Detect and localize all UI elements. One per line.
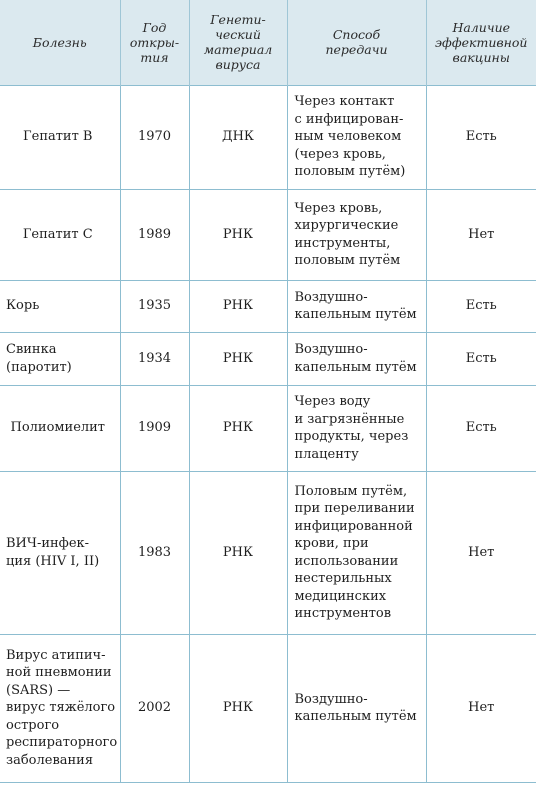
header-row (0, 0, 536, 85)
cell-transmission: Через контакт с инфицирован- ным человеком (через кровь, половым путём) (287, 85, 426, 189)
cell-year: 1909 (120, 385, 189, 471)
cell-year: 1989 (120, 189, 189, 280)
cell-vaccine: Есть (426, 332, 536, 385)
header-disease: Болезнь (32, 34, 87, 50)
cell-year: 1934 (120, 332, 189, 385)
cell-disease: Вирус атипич- ной пневмонии (SARS) — вирус тяжёлого острого респираторного заболевания (0, 634, 120, 782)
cell-disease: ВИЧ-инфек- ция (HIV I, II) (0, 471, 120, 634)
table-row (0, 280, 536, 332)
cell-year: 2002 (120, 634, 189, 782)
header-transmission: Способ передачи (287, 0, 426, 85)
cell-material: РНК (189, 332, 287, 385)
cell-disease: Полиомиелит (0, 385, 120, 471)
table-row (0, 332, 536, 385)
cell-transmission: Половым путём, при переливании инфицированной крови, при использовании нестерильных медицинских инструментов (287, 471, 426, 634)
cell-material: РНК (189, 634, 287, 782)
header-vaccine: Наличие эффективной вакцины (426, 0, 536, 85)
table-row (0, 85, 536, 189)
cell-transmission: Через воду и загрязнённые продукты, через плаценту (287, 385, 426, 471)
cell-year: 1970 (120, 85, 189, 189)
table-row (0, 471, 536, 634)
table-row (0, 634, 536, 782)
cell-year: 1935 (120, 280, 189, 332)
cell-vaccine: Нет (426, 471, 536, 634)
cell-vaccine: Нет (426, 189, 536, 280)
cell-transmission: Воздушно- капельным путём (287, 634, 426, 782)
cell-disease: Гепатит В (0, 85, 120, 189)
cell-vaccine: Есть (426, 85, 536, 189)
header-genetic-material: Генети- ческий материал вируса (189, 0, 287, 85)
cell-material: РНК (189, 385, 287, 471)
cell-material: РНК (189, 189, 287, 280)
table-row (0, 189, 536, 280)
cell-transmission: Через кровь, хирургические инструменты, половым путём (287, 189, 426, 280)
cell-material: РНК (189, 280, 287, 332)
cell-material: ДНК (189, 85, 287, 189)
header-year: Год откры- тия (120, 0, 189, 85)
cell-disease: Гепатит С (0, 189, 120, 280)
cell-disease: Корь (0, 280, 120, 332)
cell-year: 1983 (120, 471, 189, 634)
cell-disease: Свинка (паротит) (0, 332, 120, 385)
cell-transmission: Воздушно- капельным путём (287, 280, 426, 332)
cell-vaccine: Нет (426, 634, 536, 782)
cell-vaccine: Есть (426, 385, 536, 471)
cell-material: РНК (189, 471, 287, 634)
cell-transmission: Воздушно- капельным путём (287, 332, 426, 385)
cell-vaccine: Есть (426, 280, 536, 332)
table-row (0, 385, 536, 471)
